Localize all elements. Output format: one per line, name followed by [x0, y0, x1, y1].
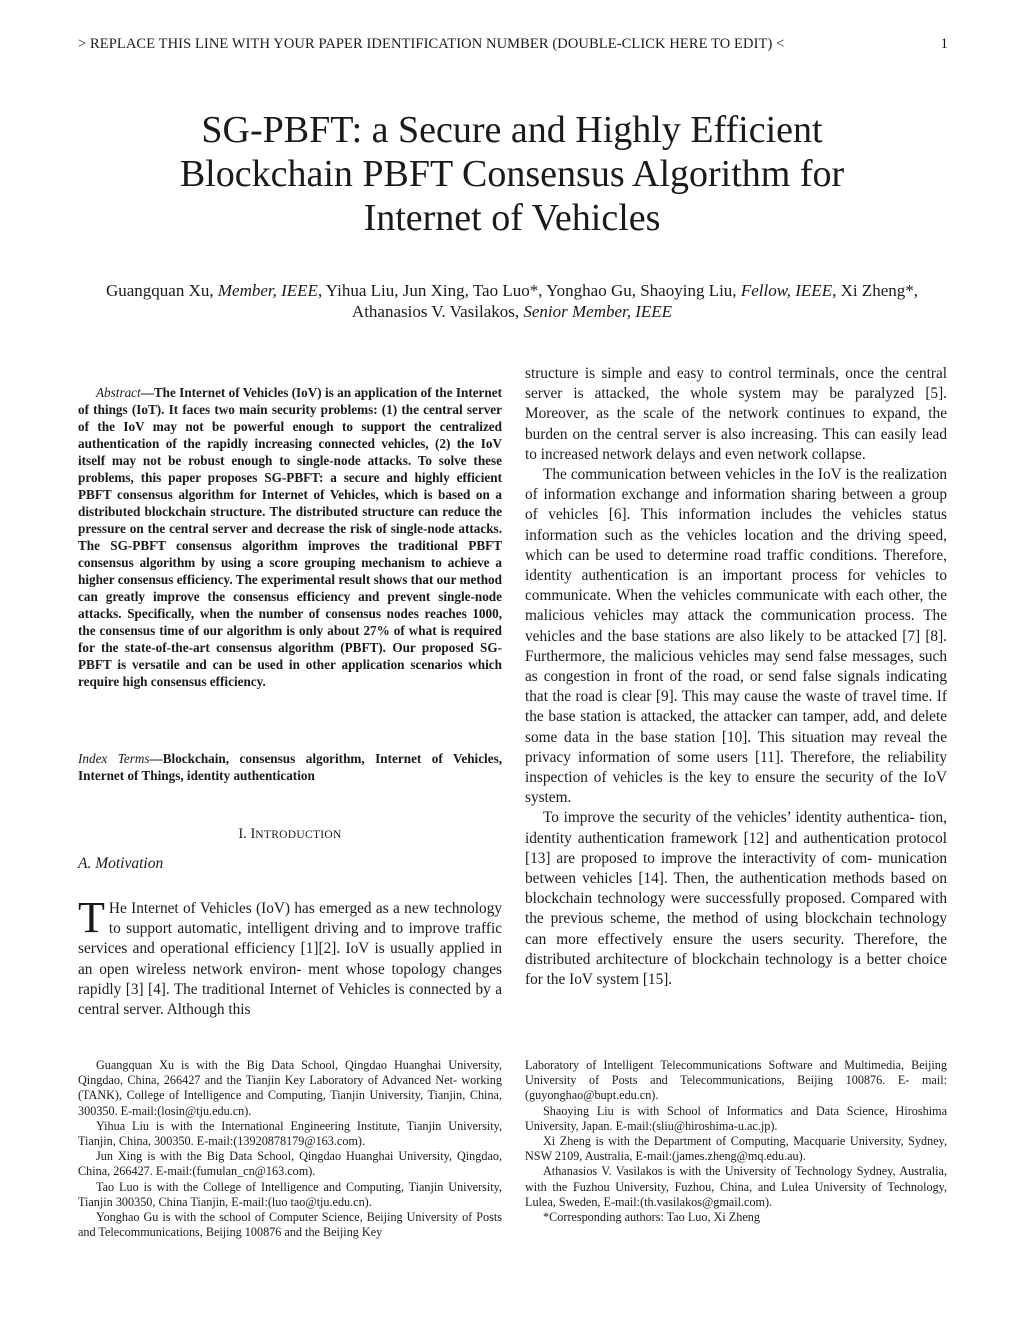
- footnote: Shaoying Liu is with School of Informatics and Data Science, Hiroshima University, Japan. E-mail:(sliu@hiroshima-u.ac.jp).: [525, 1103, 947, 1133]
- footnotes-right: [525, 1058, 947, 1225]
- abstract-text: The Internet of Vehicles (IoV) is an application of the Internet of things (IoT). It faces two main security problems: (1) the central server of the IoV may not be powerful enough to support the centralized authentication of the rapidly increasing connected vehicles, (2) the IoV itself may not be robust enough to single-node attacks. To solve these problems, this paper proposes SG-PBFT: a secure and highly efficient PBFT consensus algorithm for Internet of Vehicles, which is based on a distributed blockchain structure. The distributed structure can reduce the pressure on the central server and decrease the risk of single-node attacks. The SG-PBFT consensus algorithm improves the traditional PBFT consensus algorithm by using a score grouping mechanism to achieve a higher consensus efficiency. The experimental result shows that our method can greatly improve the consensus efficiency and prevent single-node attacks. Specifically, when the number of consensus nodes reaches 1000, the consensus time of our algorithm is only about 27% of what is required for the state-of-the-art consensus algorithm (PBFT). Our proposed SG-PBFT is versatile and can be used in other application scenarios which require high consensus efficiency.: [78, 385, 502, 689]
- running-head: [78, 36, 948, 53]
- author-list: [100, 280, 924, 322]
- section-heading: [78, 826, 502, 843]
- section-numeral: I.: [238, 826, 251, 842]
- author-text: Guangquan Xu,: [105, 281, 218, 300]
- author-role: Member, IEEE: [217, 281, 318, 300]
- running-head-text: > REPLACE THIS LINE WITH YOUR PAPER IDENTIFICATION NUMBER (DOUBLE-CLICK HERE TO EDIT) <: [78, 36, 785, 52]
- footnote: Guangquan Xu is with the Big Data School, Qingdao Huanghai University, Qingdao, China, 266427 and the Tianjin Key Laboratory of Advanced Net- working (TANK), College of Intelligence and Computing, Tianjin University, Tianjin, China, 300350. E-mail:(losin@tju.edu.cn).: [78, 1058, 502, 1118]
- footnote: Athanasios V. Vasilakos is with the University of Technology Sydney, Australia, with the Fuzhou University, Fuzhou, China, and Lulea University of Technology, Lulea, Sweden, E-mail:(th.vasilakos@gmail.com).: [525, 1164, 947, 1209]
- footnote: Xi Zheng is with the Department of Computing, Macquarie University, Sydney, NSW 2109, Australia, E-mail:(james.zheng@mq.edu.au).: [525, 1134, 947, 1164]
- section-title-rest: NTRODUCTION: [255, 829, 342, 841]
- subsection-heading: A. Motivation: [78, 855, 164, 872]
- footnote: Jun Xing is with the Big Data School, Qingdao Huanghai University, Qingdao, China, 266427. E-mail:(fumulan_cn@163.com).: [78, 1149, 502, 1179]
- author-text: , Yihua Liu, Jun Xing, Tao Luo*, Yonghao Gu, Shaoying Liu,: [317, 281, 741, 300]
- body-paragraph: To improve the security of the vehicles’ identity authentica- tion, identity authentication framework [12] and authentication protocol [13] are proposed to improve the interactivity of com- munication between vehicles [14]. Then, the authentication methods based on blockchain technology were successfully proposed. Compared with the previous scheme, the method of using blockchain technology can more effectively ensure the users security. Therefore, the distributed architecture of blockchain technology is a better choice for the IoV system [15].: [525, 809, 947, 989]
- intro-text: He Internet of Vehicles (IoV) has emerged as a new technology to support automatic, intelligent driving and to improve traffic services and operational efficiency [1][2]. IoV is usually applied in an open wireless network environ- ment whose topology changes rapidly [3] [4]. The traditional Internet of Vehicles is connected by a central server. Although this: [78, 900, 502, 1019]
- author-text: , Xi Zheng*, Athanasios V. Vasilakos,: [351, 281, 919, 321]
- title-line: Internet of Vehicles: [363, 197, 661, 239]
- drop-cap: T: [78, 893, 105, 942]
- author-role: Senior Member, IEEE: [523, 302, 673, 321]
- index-terms: [78, 750, 502, 784]
- footnote: *Corresponding authors: Tao Luo, Xi Zheng: [543, 1210, 760, 1225]
- title-line: Blockchain PBFT Consensus Algorithm for: [179, 153, 845, 195]
- abstract-dash: —: [140, 385, 154, 400]
- section-first-letter: I: [250, 826, 256, 842]
- index-terms-dash: —: [149, 751, 163, 766]
- abstract: [78, 384, 502, 690]
- index-terms-text: Blockchain, consensus algorithm, Internet of Vehicles, Internet of Things, identity authentication: [78, 751, 502, 783]
- right-column-body: [525, 364, 947, 990]
- footnotes-left: [78, 1058, 502, 1240]
- intro-paragraph: [78, 893, 502, 1020]
- footnote: Yonghao Gu is with the school of Computer Science, Beijing University of Posts and Telecommunications, Beijing 100876 and the Beijing Key: [78, 1210, 502, 1240]
- footnote: Yihua Liu is with the International Engineering Institute, Tianjin University, Tianjin, China, 300350. E-mail:(13920878179@163.com).: [78, 1118, 502, 1149]
- author-role: Fellow, IEEE: [740, 281, 833, 300]
- footnote: Laboratory of Intelligent Telecommunications Software and Multimedia, Beijing University of Posts and Telecommunications, Beijing 100876. E- mail:(guyonghao@bupt.edu.cn).: [525, 1058, 947, 1103]
- footnote: Tao Luo is with the College of Intelligence and Computing, Tianjin University, Tianjin 300350, China Tianjin, E-mail:(luo tao@tju.edu.cn).: [78, 1179, 502, 1209]
- page-number: 1: [940, 36, 948, 52]
- body-paragraph: structure is simple and easy to control terminals, once the central server is attacked, the whole system may be paralyzed [5]. Moreover, as the scale of the network continues to expand, the burden on the central server is also increasing. This can easily lead to increased network delays and even network collapse.: [525, 365, 947, 463]
- abstract-label: Abstract: [96, 385, 141, 400]
- paper-title: [60, 108, 964, 240]
- index-terms-label: Index Terms: [78, 751, 150, 766]
- body-paragraph: The communication between vehicles in the IoV is the realization of information exchange and information sharing between a group of vehicles [6]. This information includes the vehicles status information such as the vehicles location and the driving speed, which can be used to determine road traffic conditions. Therefore, identity authentication is an important process for vehicles to communicate. When the vehicles communicate with each other, the malicious vehicles may attack the communication process. The vehicles and the base stations are also likely to be attacked [7] [8]. Furthermore, the malicious vehicles may send false messages, such as congestion in front of the road, or send false signals indicating that the road is clear [9]. This may cause the waste of travel time. If the base station is attacked, the attacker can tamper, add, and delete some data in the base station [10]. This situation may reveal the privacy information of some users [11]. Therefore, the reliability inspection of vehicles is the key to ensure the security of the IoV system.: [525, 466, 947, 807]
- title-line: SG-PBFT: a Secure and Highly Efficient: [201, 109, 823, 151]
